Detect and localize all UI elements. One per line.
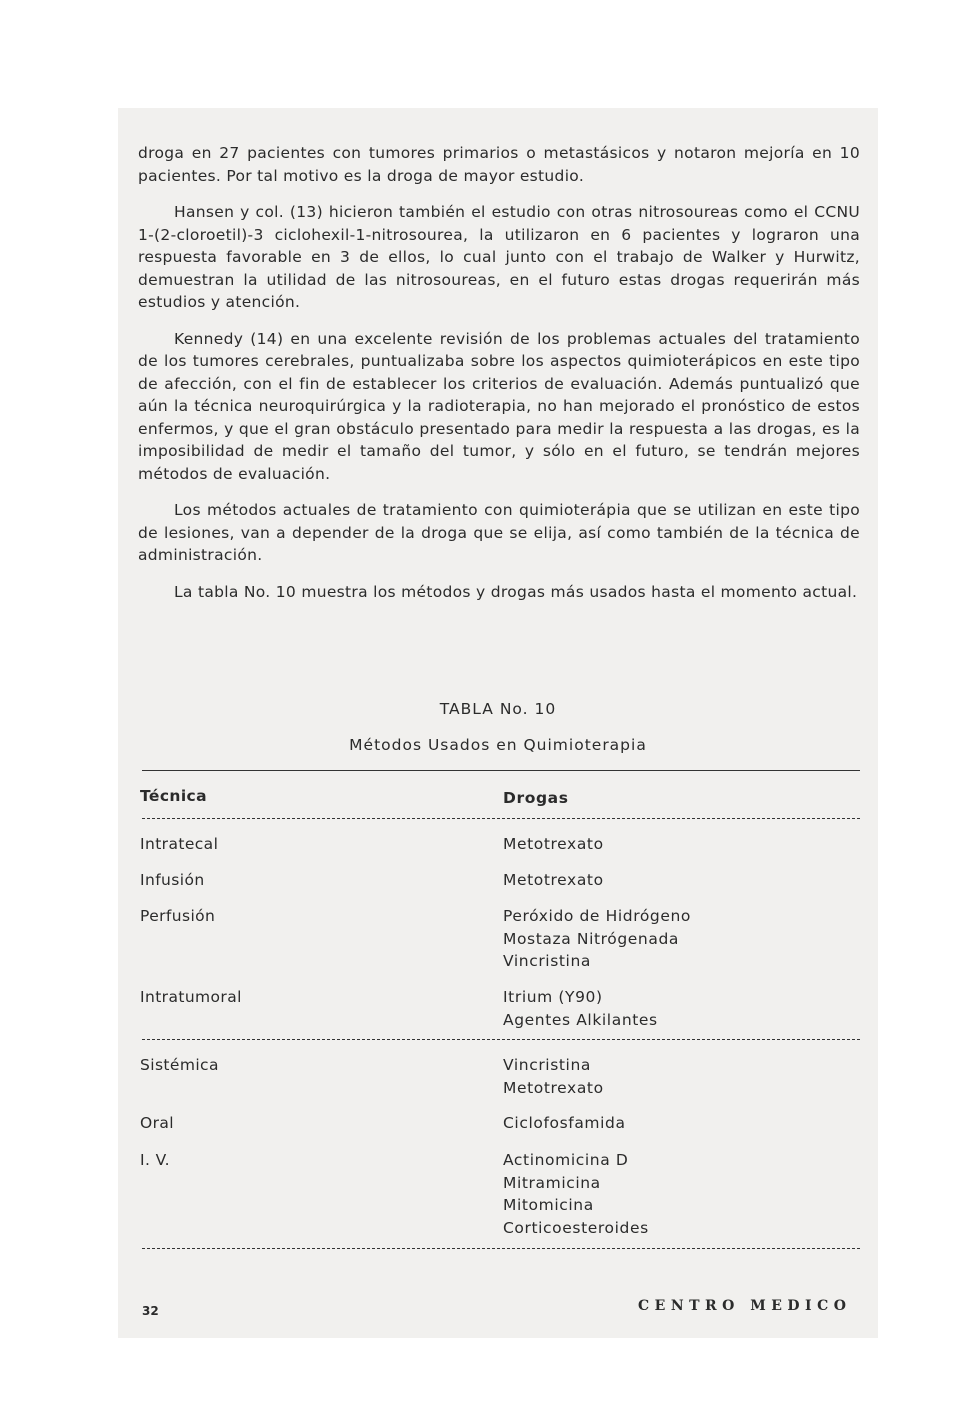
drug-item: Metotrexato xyxy=(503,835,604,853)
paragraph: Hansen y col. (13) hicieron también el estudio con otras nitrosoureas como el CCNU 1-(2-cloroetil)-3 ciclohexil-1-nitrosourea, la utilizaron en 6 pacientes y lograron una respuesta favorable en 3 de ellos, lo cual junto con el trabajo de Walker y Hurwitz, demuestran la utilidad de las nitrosoureas, en el futuro estas drogas requerirán más estudios y atención. xyxy=(138,203,860,311)
table-top-rule xyxy=(142,770,860,771)
cell-tecnica: Perfusión xyxy=(140,907,216,925)
header-rule xyxy=(142,818,860,819)
body-text xyxy=(138,142,860,617)
paragraph: La tabla No. 10 muestra los métodos y drogas más usados hasta el momento actual. xyxy=(174,582,858,601)
section-rule xyxy=(142,1039,860,1040)
drug-item: Corticoesteroides xyxy=(503,1218,649,1237)
table-bottom-rule xyxy=(142,1248,860,1249)
drug-item: Peróxido de Hidrógeno xyxy=(503,907,691,925)
drug-item: Metotrexato xyxy=(503,1078,604,1097)
header-drogas: Drogas xyxy=(503,789,569,807)
cell-drogas xyxy=(503,1112,626,1135)
paragraph: Los métodos actuales de tratamiento con quimioterápia que se utilizan en este tipo de lesiones, van a depender de la droga que se elija, así como también de la técnica de administración. xyxy=(138,501,860,564)
drug-item: Actinomicina D xyxy=(503,1151,629,1169)
journal-name: CENTRO MEDICO xyxy=(638,1298,852,1314)
cell-drogas xyxy=(503,905,691,973)
table-subtitle: Métodos Usados en Quimioterapia xyxy=(349,736,647,754)
paragraph: droga en 27 pacientes con tumores primarios o metastásicos y notaron mejoría en 10 pacientes. Por tal motivo es la droga de mayor estudio. xyxy=(138,144,860,185)
cell-tecnica: Infusión xyxy=(140,871,205,889)
cell-drogas xyxy=(503,1149,649,1239)
document-page xyxy=(118,108,878,1338)
cell-tecnica: Intratumoral xyxy=(140,988,242,1006)
cell-tecnica: Intratecal xyxy=(140,835,219,853)
paragraph: Kennedy (14) en una excelente revisión de los problemas actuales del tratamiento de los tumores cerebrales, puntualizaba sobre los aspectos quimioterápicos en este tipo de afección, con el fin de establecer los criterios de evaluación. Además puntualizó que aún la técnica neuroquirúrgica y la radioterapia, no han mejorado el pronóstico de estos enfermos, y que el gran obstáculo presentado para medir la respuesta a las drogas, es la imposibilidad de medir el tamaño del tumor, y sólo en el futuro, se tendrán mejores métodos de evaluación. xyxy=(138,329,860,483)
drug-item: Mitramicina xyxy=(503,1173,601,1192)
cell-drogas xyxy=(503,833,604,856)
drug-item: Itrium (Y90) xyxy=(503,988,603,1006)
header-tecnica: Técnica xyxy=(140,787,208,805)
drug-item: Mostaza Nitrógenada xyxy=(503,929,679,948)
cell-tecnica: Sistémica xyxy=(140,1056,219,1074)
drug-item: Ciclofosfamida xyxy=(503,1114,626,1132)
cell-tecnica: Oral xyxy=(140,1114,174,1132)
cell-tecnica: I. V. xyxy=(140,1151,170,1169)
table-title: TABLA No. 10 xyxy=(439,700,557,718)
drug-item: Mitomicina xyxy=(503,1196,594,1214)
drug-item: Metotrexato xyxy=(503,871,604,889)
cell-drogas xyxy=(503,986,658,1031)
drug-item: Agentes Alkilantes xyxy=(503,1010,658,1029)
cell-drogas xyxy=(503,869,604,892)
drug-item: Vincristina xyxy=(503,1056,591,1074)
drug-item: Vincristina xyxy=(503,952,591,970)
cell-drogas xyxy=(503,1054,604,1099)
page-number: 32 xyxy=(142,1304,159,1318)
